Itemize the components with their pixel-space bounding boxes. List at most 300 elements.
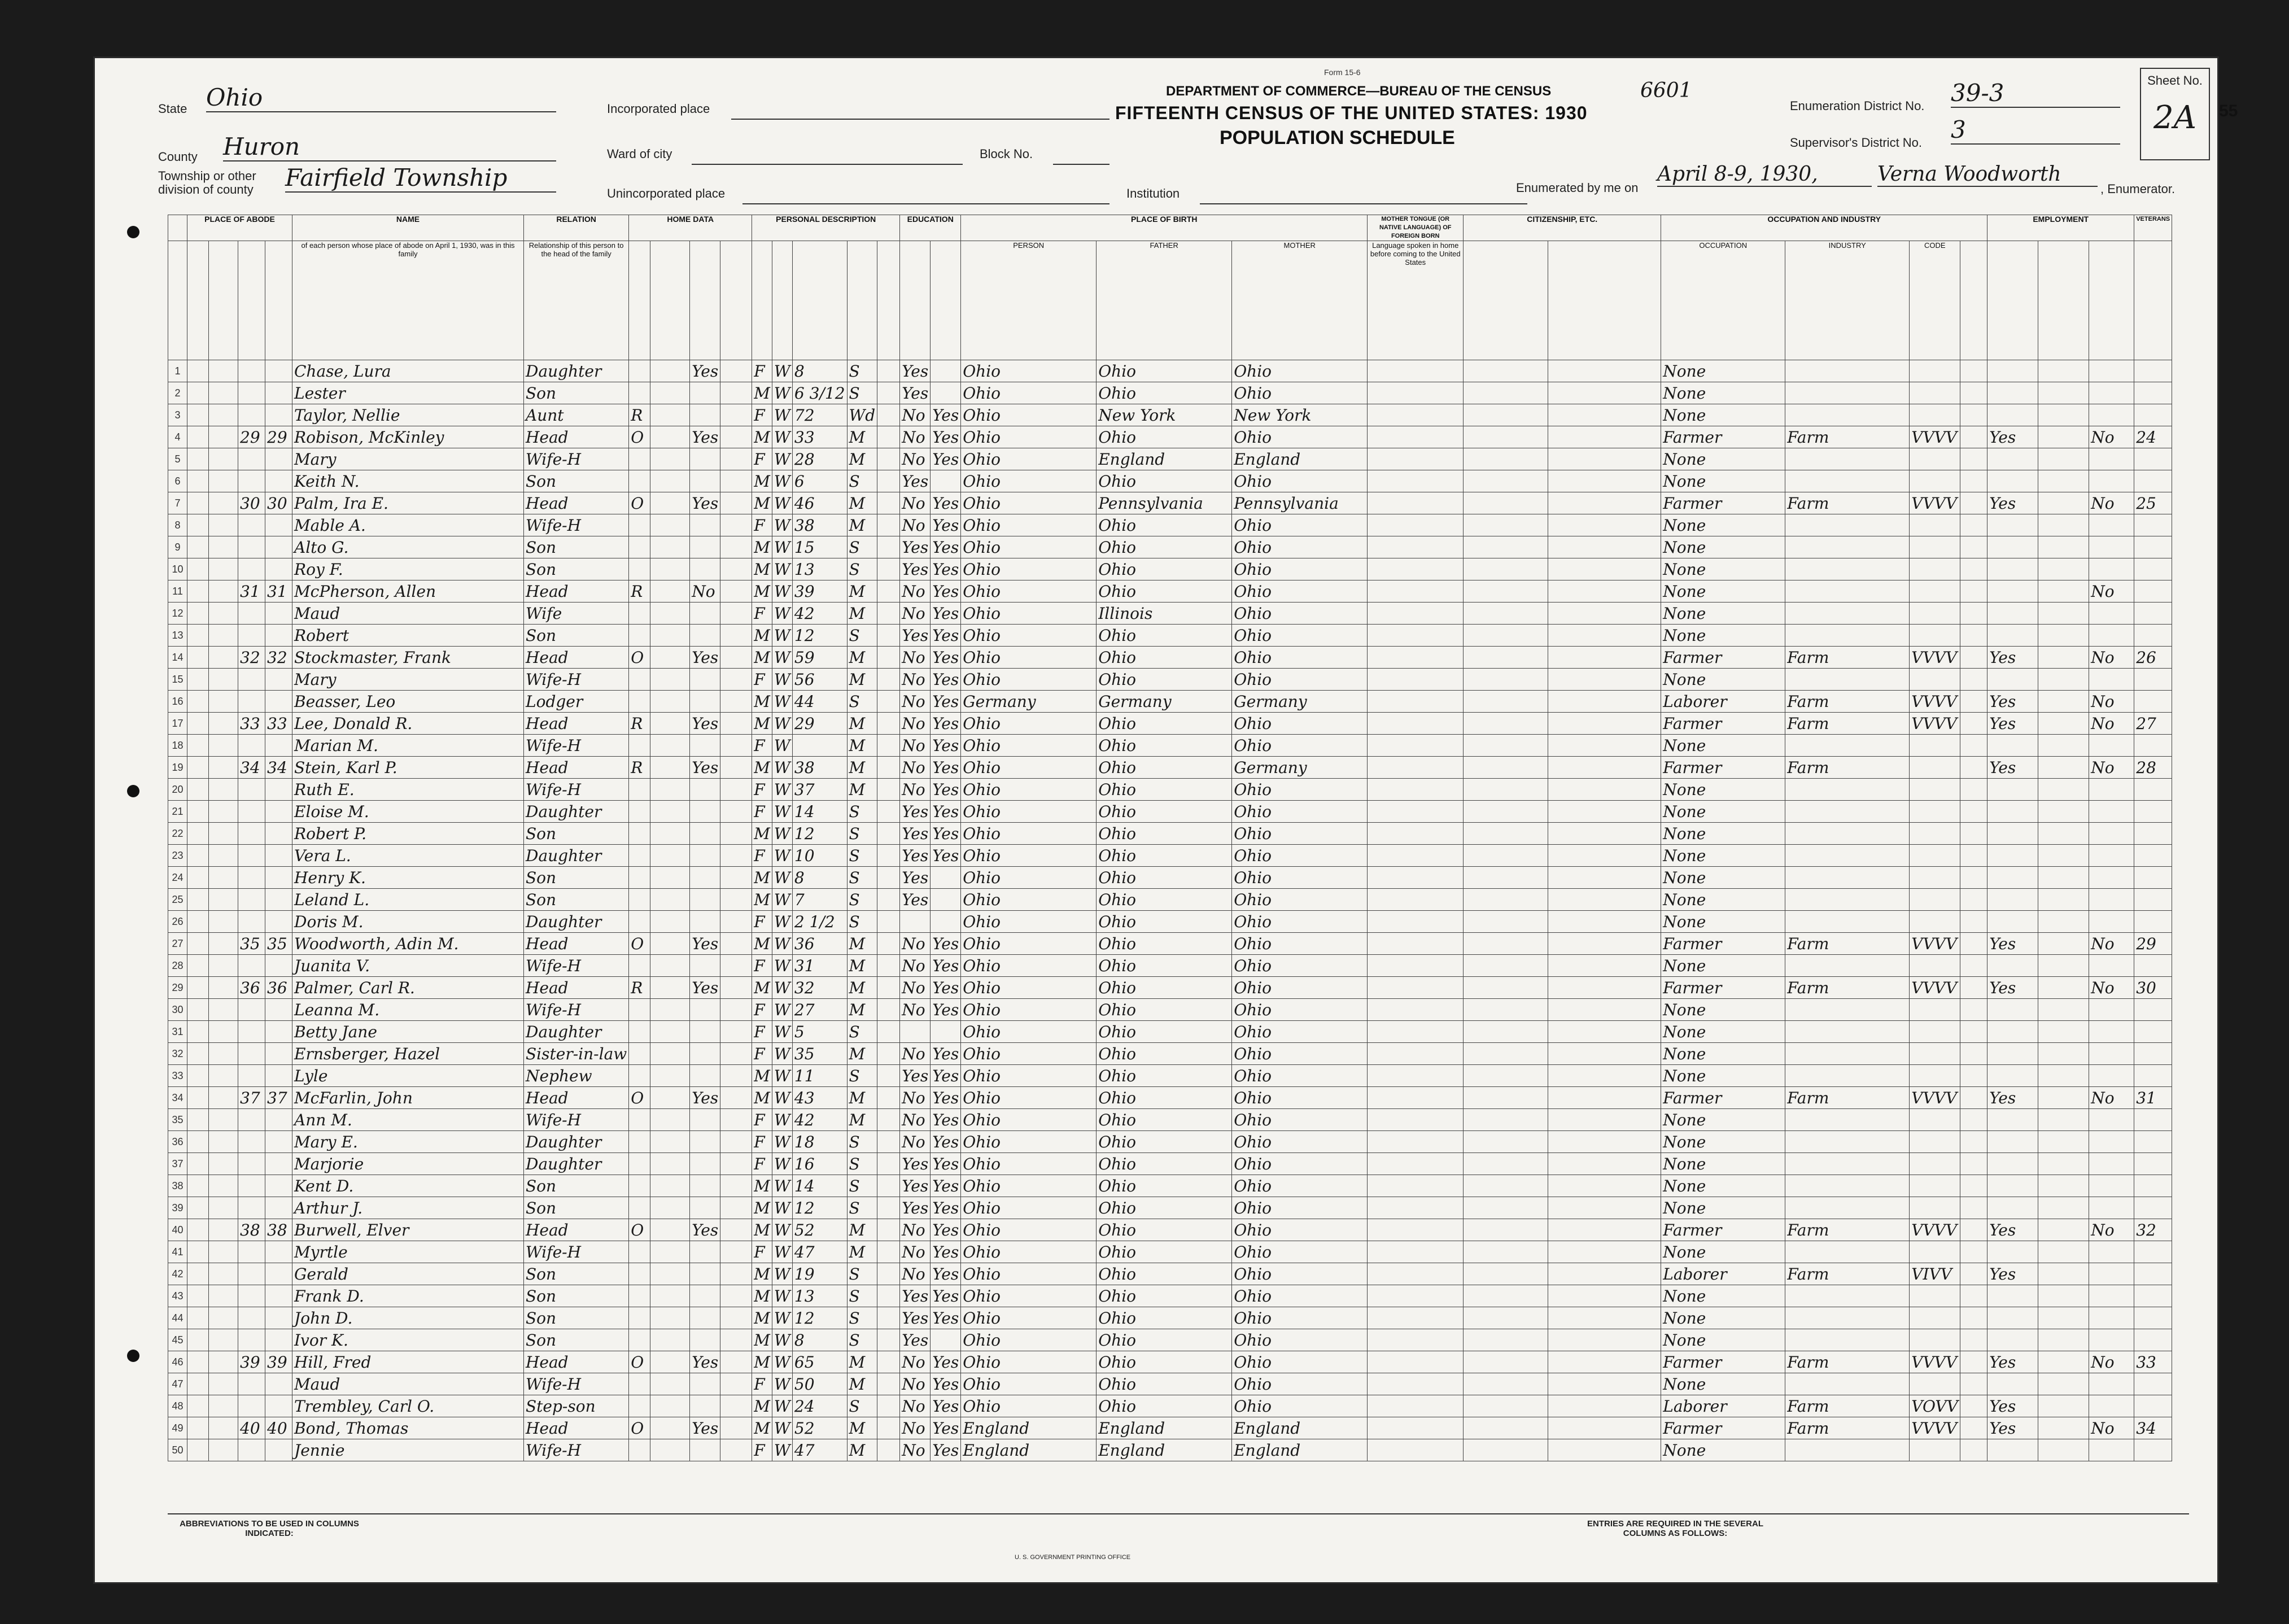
cell-radio (690, 1263, 720, 1285)
cell-age-married (877, 691, 900, 713)
cell-citizenship (1548, 691, 1661, 713)
cell-farm-schedule: 34 (2134, 1417, 2172, 1439)
cell-family (265, 1263, 292, 1285)
cell-citizenship (1548, 382, 1661, 404)
cell-unemployed (2038, 1307, 2089, 1329)
township-label: Township or other division of county (158, 169, 256, 197)
cell-dwelling (238, 1109, 265, 1131)
cell-citizenship (1548, 713, 1661, 735)
cell-code (1910, 1065, 1960, 1087)
cell-sex: F (752, 514, 772, 536)
cell-home-owned: O (629, 933, 650, 955)
cell-school: Yes (900, 845, 931, 867)
cell-code (1910, 514, 1960, 536)
cell-age-married (877, 1131, 900, 1153)
cell-industry (1785, 470, 1910, 492)
cell-read-write: Yes (931, 977, 961, 999)
institution-line (1200, 192, 1527, 204)
cell-street (187, 1021, 209, 1043)
col-line-number (168, 215, 187, 241)
cell-house (209, 492, 238, 514)
cell-dwelling (238, 603, 265, 625)
cell-school: No (900, 1263, 931, 1285)
cell-radio: Yes (690, 1351, 720, 1373)
cell-race: W (772, 426, 792, 448)
cell-unemployed (2038, 360, 2089, 382)
cell-race: W (772, 823, 792, 845)
cell-immigration (1464, 1219, 1548, 1241)
cell-marital: S (847, 691, 877, 713)
cell-birthplace: Ohio (961, 669, 1097, 691)
cell-at-work (1987, 580, 2038, 603)
cell-home-value (650, 1307, 690, 1329)
cell-home-owned: R (629, 580, 650, 603)
cell-father-birthplace: Ohio (1097, 1263, 1232, 1285)
cell-immigration (1464, 735, 1548, 757)
cell-class (1960, 955, 1987, 977)
cell-occupation: None (1661, 735, 1785, 757)
cell-family (265, 779, 292, 801)
cell-sex: F (752, 1373, 772, 1395)
cell-street (187, 1065, 209, 1087)
col-class (1960, 241, 1987, 360)
cell-radio (690, 1109, 720, 1131)
cell-immigration (1464, 1395, 1548, 1417)
line-number: 15 (168, 669, 187, 691)
cell-industry (1785, 536, 1910, 558)
table-row (168, 536, 2172, 558)
cell-code (1910, 801, 1960, 823)
cell-immigration (1464, 823, 1548, 845)
cell-birthplace: Ohio (961, 889, 1097, 911)
cell-at-work: Yes (1987, 647, 2038, 669)
cell-birthplace: Ohio (961, 845, 1097, 867)
cell-father-birthplace: Ohio (1097, 1307, 1232, 1329)
line-number: 37 (168, 1153, 187, 1175)
cell-birthplace: Ohio (961, 558, 1097, 580)
cell-citizenship (1548, 1307, 1661, 1329)
cell-immigration (1464, 1197, 1548, 1219)
cell-farm-flag (720, 823, 752, 845)
cell-home-value (650, 1087, 690, 1109)
cell-home-value (650, 1351, 690, 1373)
cell-read-write: Yes (931, 580, 961, 603)
cell-father-birthplace: England (1097, 1417, 1232, 1439)
cell-unemployed (2038, 691, 2089, 713)
line-number: 17 (168, 713, 187, 735)
cell-class (1960, 867, 1987, 889)
cell-home-value (650, 1197, 690, 1219)
cell-sex: F (752, 801, 772, 823)
cell-family (265, 669, 292, 691)
cell-unemployed (2038, 404, 2089, 426)
cell-farm-schedule: 33 (2134, 1351, 2172, 1373)
cell-relation: Son (524, 889, 629, 911)
cell-father-birthplace: Ohio (1097, 1087, 1232, 1109)
cell-age: 56 (792, 669, 847, 691)
cell-dwelling (238, 558, 265, 580)
cell-birthplace: Ohio (961, 1351, 1097, 1373)
cell-radio (690, 1329, 720, 1351)
cell-language (1368, 779, 1464, 801)
cell-marital: S (847, 470, 877, 492)
cell-home-value (650, 1395, 690, 1417)
cell-sex: M (752, 691, 772, 713)
cell-sex: F (752, 779, 772, 801)
cell-birthplace: Ohio (961, 580, 1097, 603)
cell-age: 31 (792, 955, 847, 977)
cell-home-value (650, 426, 690, 448)
cell-farm-schedule (2134, 558, 2172, 580)
cell-mother-birthplace: Ohio (1232, 360, 1368, 382)
cell-birthplace: Ohio (961, 867, 1097, 889)
cell-citizenship (1548, 1285, 1661, 1307)
cell-immigration (1464, 1131, 1548, 1153)
cell-citizenship (1548, 779, 1661, 801)
cell-farm-flag (720, 558, 752, 580)
cell-house (209, 823, 238, 845)
cell-school: No (900, 1395, 931, 1417)
cell-language (1368, 1263, 1464, 1285)
cell-birthplace: Ohio (961, 1131, 1097, 1153)
table-row (168, 845, 2172, 867)
cell-father-birthplace: Ohio (1097, 1197, 1232, 1219)
cell-mother-birthplace: Ohio (1232, 603, 1368, 625)
cell-race: W (772, 404, 792, 426)
form-number: Form 15-6 (1324, 68, 1361, 77)
cell-family (265, 735, 292, 757)
cell-sex: F (752, 999, 772, 1021)
cell-citizenship (1548, 1241, 1661, 1263)
cell-farm-schedule (2134, 404, 2172, 426)
table-row (168, 1263, 2172, 1285)
cell-class (1960, 448, 1987, 470)
cell-citizenship (1548, 1219, 1661, 1241)
cell-veteran (2089, 669, 2134, 691)
cell-occupation: None (1661, 382, 1785, 404)
cell-code (1910, 889, 1960, 911)
cell-farm-schedule (2134, 1395, 2172, 1417)
enum-district-value: 39-3 (1951, 79, 2120, 108)
cell-code (1910, 1021, 1960, 1043)
cell-relation: Son (524, 536, 629, 558)
cell-relation: Son (524, 558, 629, 580)
cell-mother-birthplace: Ohio (1232, 713, 1368, 735)
cell-occupation: None (1661, 1043, 1785, 1065)
cell-code (1910, 911, 1960, 933)
cell-race: W (772, 977, 792, 999)
cell-family: 38 (265, 1219, 292, 1241)
cell-language (1368, 1197, 1464, 1219)
cell-veteran (2089, 889, 2134, 911)
cell-class (1960, 801, 1987, 823)
cell-veteran: No (2089, 1351, 2134, 1373)
cell-family (265, 1439, 292, 1461)
cell-name: Leanna M. (292, 999, 524, 1021)
cell-industry (1785, 580, 1910, 603)
cell-read-write: Yes (931, 625, 961, 647)
cell-name: Maud (292, 1373, 524, 1395)
cell-school: Yes (900, 1285, 931, 1307)
col-relation-desc: Relationship of this person to the head of the family (524, 241, 629, 360)
cell-school: No (900, 492, 931, 514)
col-home-value (650, 241, 690, 360)
cell-home-owned (629, 911, 650, 933)
cell-veteran: No (2089, 426, 2134, 448)
cell-mother-birthplace: Ohio (1232, 735, 1368, 757)
cell-veteran (2089, 1065, 2134, 1087)
cell-home-owned (629, 470, 650, 492)
cell-occupation: None (1661, 1197, 1785, 1219)
cell-name: Gerald (292, 1263, 524, 1285)
cell-street (187, 1395, 209, 1417)
cell-veteran (2089, 1197, 2134, 1219)
cell-immigration (1464, 1109, 1548, 1131)
cell-industry: Farm (1785, 492, 1910, 514)
col-age-first-marriage (877, 241, 900, 360)
cell-farm-schedule (2134, 955, 2172, 977)
cell-house (209, 1219, 238, 1241)
cell-relation: Wife-H (524, 1439, 629, 1461)
cell-immigration (1464, 933, 1548, 955)
cell-name: Robert P. (292, 823, 524, 845)
cell-family (265, 911, 292, 933)
cell-language (1368, 1417, 1464, 1439)
table-row (168, 977, 2172, 999)
cell-sex: M (752, 757, 772, 779)
cell-house (209, 1021, 238, 1043)
cell-farm-flag (720, 360, 752, 382)
cell-class (1960, 1197, 1987, 1219)
table-row (168, 735, 2172, 757)
cell-mother-birthplace: Ohio (1232, 955, 1368, 977)
cell-code (1910, 1175, 1960, 1197)
cell-industry: Farm (1785, 713, 1910, 735)
cell-house (209, 536, 238, 558)
cell-farm-schedule (2134, 470, 2172, 492)
cell-name: Lee, Donald R. (292, 713, 524, 735)
cell-street (187, 603, 209, 625)
cell-family: 40 (265, 1417, 292, 1439)
line-number: 46 (168, 1351, 187, 1373)
cell-citizenship (1548, 1087, 1661, 1109)
cell-radio (690, 536, 720, 558)
cell-house (209, 1395, 238, 1417)
cell-citizenship (1548, 911, 1661, 933)
cell-veteran: No (2089, 1219, 2134, 1241)
cell-age: 52 (792, 1417, 847, 1439)
cell-age: 6 3/12 (792, 382, 847, 404)
cell-industry: Farm (1785, 933, 1910, 955)
cell-age-married (877, 1307, 900, 1329)
cell-family: 31 (265, 580, 292, 603)
cell-father-birthplace: Ohio (1097, 845, 1232, 867)
cell-radio (690, 867, 720, 889)
cell-code: VVVV (1910, 426, 1960, 448)
cell-school: Yes (900, 889, 931, 911)
cell-family (265, 691, 292, 713)
cell-language (1368, 1307, 1464, 1329)
cell-language (1368, 889, 1464, 911)
cell-radio (690, 735, 720, 757)
cell-house (209, 1175, 238, 1197)
cell-relation: Daughter (524, 1153, 629, 1175)
cell-occupation: None (1661, 1373, 1785, 1395)
cell-class (1960, 1175, 1987, 1197)
cell-home-value (650, 404, 690, 426)
cell-unemployed (2038, 1043, 2089, 1065)
cell-race: W (772, 999, 792, 1021)
cell-language (1368, 360, 1464, 382)
cell-radio (690, 911, 720, 933)
cell-at-work (1987, 669, 2038, 691)
cell-dwelling (238, 1043, 265, 1065)
cell-relation: Aunt (524, 404, 629, 426)
cell-occupation: Laborer (1661, 691, 1785, 713)
cell-race: W (772, 514, 792, 536)
cell-relation: Head (524, 977, 629, 999)
cell-marital: S (847, 823, 877, 845)
cell-farm-flag (720, 1131, 752, 1153)
cell-race: W (772, 1417, 792, 1439)
group-mother-tongue: MOTHER TONGUE (OR NATIVE LANGUAGE) OF FOREIGN BORN (1368, 215, 1464, 241)
cell-farm-flag (720, 1153, 752, 1175)
cell-read-write: Yes (931, 1263, 961, 1285)
cell-citizenship (1548, 735, 1661, 757)
cell-read-write: Yes (931, 779, 961, 801)
cell-age: 72 (792, 404, 847, 426)
cell-age-married (877, 448, 900, 470)
cell-read-write: Yes (931, 955, 961, 977)
cell-farm-flag (720, 1329, 752, 1351)
cell-relation: Daughter (524, 1131, 629, 1153)
cell-age-married (877, 1439, 900, 1461)
cell-relation: Wife-H (524, 735, 629, 757)
cell-dwelling (238, 448, 265, 470)
col-line-number (168, 241, 187, 360)
cell-mother-birthplace: Ohio (1232, 1219, 1368, 1241)
group-occupation: OCCUPATION AND INDUSTRY (1661, 215, 1987, 241)
cell-code (1910, 1285, 1960, 1307)
cell-dwelling (238, 691, 265, 713)
cell-relation: Wife-H (524, 779, 629, 801)
cell-relation: Head (524, 713, 629, 735)
cell-code: VVVV (1910, 1087, 1960, 1109)
cell-relation: Son (524, 823, 629, 845)
cell-dwelling (238, 1439, 265, 1461)
cell-farm-flag (720, 1175, 752, 1197)
cell-class (1960, 360, 1987, 382)
table-row (168, 889, 2172, 911)
cell-marital: M (847, 580, 877, 603)
cell-birthplace: Ohio (961, 1021, 1097, 1043)
cell-read-write: Yes (931, 1109, 961, 1131)
cell-industry (1785, 669, 1910, 691)
cell-marital: M (847, 735, 877, 757)
cell-mother-birthplace: Pennsylvania (1232, 492, 1368, 514)
cell-sex: F (752, 1043, 772, 1065)
cell-at-work (1987, 1131, 2038, 1153)
cell-at-work: Yes (1987, 1395, 2038, 1417)
cell-father-birthplace: Ohio (1097, 1351, 1232, 1373)
cell-father-birthplace: Ohio (1097, 669, 1232, 691)
cell-family (265, 867, 292, 889)
cell-street (187, 1307, 209, 1329)
cell-read-write: Yes (931, 1395, 961, 1417)
cell-class (1960, 382, 1987, 404)
col-family (265, 241, 292, 360)
cell-farm-flag (720, 1417, 752, 1439)
cell-age: 32 (792, 977, 847, 999)
col-at-work (1987, 241, 2038, 360)
cell-school: No (900, 1087, 931, 1109)
cell-at-work (1987, 558, 2038, 580)
cell-dwelling: 33 (238, 713, 265, 735)
cell-birthplace: Ohio (961, 1065, 1097, 1087)
cell-family: 29 (265, 426, 292, 448)
cell-unemployed (2038, 1065, 2089, 1087)
cell-code (1910, 823, 1960, 845)
cell-occupation: None (1661, 1241, 1785, 1263)
cell-dwelling (238, 999, 265, 1021)
cell-dwelling: 38 (238, 1219, 265, 1241)
cell-school: No (900, 448, 931, 470)
cell-father-birthplace: Ohio (1097, 470, 1232, 492)
cell-veteran: No (2089, 977, 2134, 999)
cell-birthplace: England (961, 1439, 1097, 1461)
cell-read-write: Yes (931, 801, 961, 823)
cell-language (1368, 1021, 1464, 1043)
cell-class (1960, 558, 1987, 580)
table-row (168, 1153, 2172, 1175)
table-row (168, 801, 2172, 823)
cell-at-work: Yes (1987, 713, 2038, 735)
cell-at-work (1987, 470, 2038, 492)
cell-marital: S (847, 1329, 877, 1351)
cell-street (187, 779, 209, 801)
cell-age: 52 (792, 1219, 847, 1241)
cell-family (265, 536, 292, 558)
cell-code (1910, 735, 1960, 757)
cell-unemployed (2038, 1087, 2089, 1109)
cell-race: W (772, 536, 792, 558)
cell-farm-schedule: 28 (2134, 757, 2172, 779)
cell-code: VVVV (1910, 492, 1960, 514)
cell-citizenship (1548, 426, 1661, 448)
cell-code: VVVV (1910, 647, 1960, 669)
cell-farm-schedule: 26 (2134, 647, 2172, 669)
cell-age: 36 (792, 933, 847, 955)
cell-occupation: None (1661, 823, 1785, 845)
cell-street (187, 1153, 209, 1175)
cell-language (1368, 933, 1464, 955)
cell-school: No (900, 955, 931, 977)
cell-race: W (772, 448, 792, 470)
cell-race: W (772, 1043, 792, 1065)
cell-at-work (1987, 1439, 2038, 1461)
enumerator-label: , Enumerator. (2100, 182, 2176, 196)
cell-race: W (772, 1219, 792, 1241)
cell-street (187, 757, 209, 779)
cell-radio (690, 1285, 720, 1307)
cell-street (187, 1197, 209, 1219)
cell-radio (690, 1065, 720, 1087)
cell-race: W (772, 1329, 792, 1351)
table-row (168, 669, 2172, 691)
cell-immigration (1464, 1373, 1548, 1395)
cell-unemployed (2038, 735, 2089, 757)
cell-father-birthplace: Ohio (1097, 889, 1232, 911)
